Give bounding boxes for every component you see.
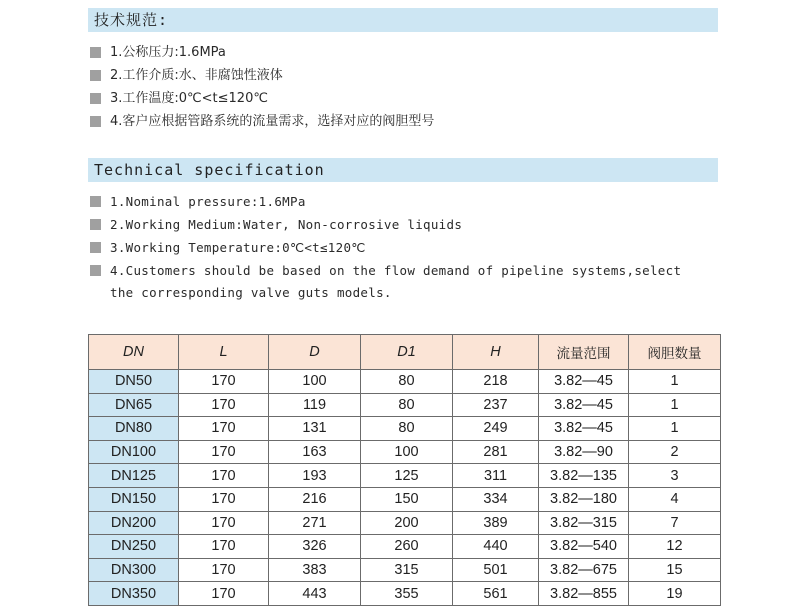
spec-table-body bbox=[89, 370, 721, 606]
table-cell: 80 bbox=[361, 393, 453, 417]
square-bullet-icon bbox=[90, 70, 101, 81]
table-cell: 281 bbox=[453, 440, 539, 464]
table-cell: 4 bbox=[629, 487, 721, 511]
dn-cell: DN250 bbox=[89, 535, 179, 559]
cn-spec-list bbox=[90, 42, 434, 134]
cn-section-title: 技术规范: bbox=[88, 8, 718, 32]
table-cell: 200 bbox=[361, 511, 453, 535]
list-item: 3.Working Temperature:0℃<t≤120℃ bbox=[90, 237, 690, 260]
table-cell: 3.82—540 bbox=[539, 535, 629, 559]
table-cell: 237 bbox=[453, 393, 539, 417]
list-item: 1.公称压力:1.6MPa bbox=[90, 42, 434, 65]
table-cell: 131 bbox=[269, 417, 361, 441]
table-cell: 19 bbox=[629, 582, 721, 606]
table-cell: 170 bbox=[179, 464, 269, 488]
header-h: H bbox=[453, 335, 539, 370]
table-cell: 1 bbox=[629, 370, 721, 394]
table-row bbox=[89, 440, 721, 464]
table-cell: 3.82—45 bbox=[539, 417, 629, 441]
table-cell: 125 bbox=[361, 464, 453, 488]
square-bullet-icon bbox=[90, 47, 101, 58]
square-bullet-icon bbox=[90, 93, 101, 104]
square-bullet-icon bbox=[90, 265, 101, 276]
table-row bbox=[89, 464, 721, 488]
header-d: D bbox=[269, 335, 361, 370]
table-row bbox=[89, 487, 721, 511]
dn-cell: DN300 bbox=[89, 558, 179, 582]
header-valve-gut-count: 阀胆数量 bbox=[629, 335, 721, 370]
table-cell: 3.82—855 bbox=[539, 582, 629, 606]
table-cell: 3.82—90 bbox=[539, 440, 629, 464]
table-cell: 3.82—180 bbox=[539, 487, 629, 511]
table-cell: 3.82—45 bbox=[539, 393, 629, 417]
dn-cell: DN65 bbox=[89, 393, 179, 417]
list-item: 1.Nominal pressure:1.6MPa bbox=[90, 191, 690, 214]
table-cell: 383 bbox=[269, 558, 361, 582]
table-cell: 389 bbox=[453, 511, 539, 535]
table-cell: 170 bbox=[179, 582, 269, 606]
table-cell: 249 bbox=[453, 417, 539, 441]
header-dn: DN bbox=[89, 335, 179, 370]
dn-cell: DN200 bbox=[89, 511, 179, 535]
table-cell: 100 bbox=[269, 370, 361, 394]
header-flow-range: 流量范围 bbox=[539, 335, 629, 370]
list-item: 2.Working Medium:Water, Non-corrosive liquids bbox=[90, 214, 690, 237]
table-row bbox=[89, 558, 721, 582]
table-cell: 216 bbox=[269, 487, 361, 511]
table-row bbox=[89, 535, 721, 559]
table-header-row bbox=[89, 335, 721, 370]
dn-cell: DN80 bbox=[89, 417, 179, 441]
header-l: L bbox=[179, 335, 269, 370]
table-cell: 80 bbox=[361, 370, 453, 394]
square-bullet-icon bbox=[90, 242, 101, 253]
table-cell: 3.82—135 bbox=[539, 464, 629, 488]
en-spec-list bbox=[90, 191, 690, 306]
table-cell: 334 bbox=[453, 487, 539, 511]
table-cell: 355 bbox=[361, 582, 453, 606]
table-cell: 12 bbox=[629, 535, 721, 559]
table-cell: 193 bbox=[269, 464, 361, 488]
table-row bbox=[89, 417, 721, 441]
table-cell: 260 bbox=[361, 535, 453, 559]
table-cell: 80 bbox=[361, 417, 453, 441]
list-item: 3.工作温度:0℃<t≤120℃ bbox=[90, 88, 434, 111]
table-cell: 170 bbox=[179, 487, 269, 511]
dn-cell: DN350 bbox=[89, 582, 179, 606]
table-row bbox=[89, 370, 721, 394]
table-cell: 3.82—675 bbox=[539, 558, 629, 582]
table-cell: 170 bbox=[179, 440, 269, 464]
list-item: 4.客户应根据管路系统的流量需求，选择对应的阀胆型号 bbox=[90, 111, 434, 134]
table-cell: 271 bbox=[269, 511, 361, 535]
table-cell: 15 bbox=[629, 558, 721, 582]
table-cell: 501 bbox=[453, 558, 539, 582]
table-cell: 2 bbox=[629, 440, 721, 464]
table-cell: 3 bbox=[629, 464, 721, 488]
dn-cell: DN50 bbox=[89, 370, 179, 394]
table-cell: 170 bbox=[179, 511, 269, 535]
table-row bbox=[89, 582, 721, 606]
table-cell: 170 bbox=[179, 370, 269, 394]
table-cell: 3.82—45 bbox=[539, 370, 629, 394]
table-cell: 100 bbox=[361, 440, 453, 464]
table-cell: 218 bbox=[453, 370, 539, 394]
table-cell: 443 bbox=[269, 582, 361, 606]
square-bullet-icon bbox=[90, 116, 101, 127]
table-cell: 170 bbox=[179, 417, 269, 441]
table-row bbox=[89, 393, 721, 417]
table-cell: 170 bbox=[179, 558, 269, 582]
table-cell: 170 bbox=[179, 535, 269, 559]
square-bullet-icon bbox=[90, 219, 101, 230]
table-cell: 561 bbox=[453, 582, 539, 606]
table-row bbox=[89, 511, 721, 535]
table-cell: 440 bbox=[453, 535, 539, 559]
table-cell: 150 bbox=[361, 487, 453, 511]
table-cell: 163 bbox=[269, 440, 361, 464]
table-cell: 311 bbox=[453, 464, 539, 488]
spec-table bbox=[88, 334, 721, 606]
dn-cell: DN125 bbox=[89, 464, 179, 488]
table-cell: 170 bbox=[179, 393, 269, 417]
dn-cell: DN100 bbox=[89, 440, 179, 464]
list-item: 2.工作介质:水、非腐蚀性液体 bbox=[90, 65, 434, 88]
table-cell: 326 bbox=[269, 535, 361, 559]
dn-cell: DN150 bbox=[89, 487, 179, 511]
table-cell: 315 bbox=[361, 558, 453, 582]
table-cell: 7 bbox=[629, 511, 721, 535]
header-d1: D1 bbox=[361, 335, 453, 370]
en-section-title: Technical specification bbox=[88, 158, 718, 182]
table-cell: 119 bbox=[269, 393, 361, 417]
list-item: 4.Customers should be based on the flow demand of pipeline systems,select the corresponding valve guts models. bbox=[90, 260, 690, 306]
square-bullet-icon bbox=[90, 196, 101, 207]
table-cell: 3.82—315 bbox=[539, 511, 629, 535]
table-cell: 1 bbox=[629, 393, 721, 417]
table-cell: 1 bbox=[629, 417, 721, 441]
